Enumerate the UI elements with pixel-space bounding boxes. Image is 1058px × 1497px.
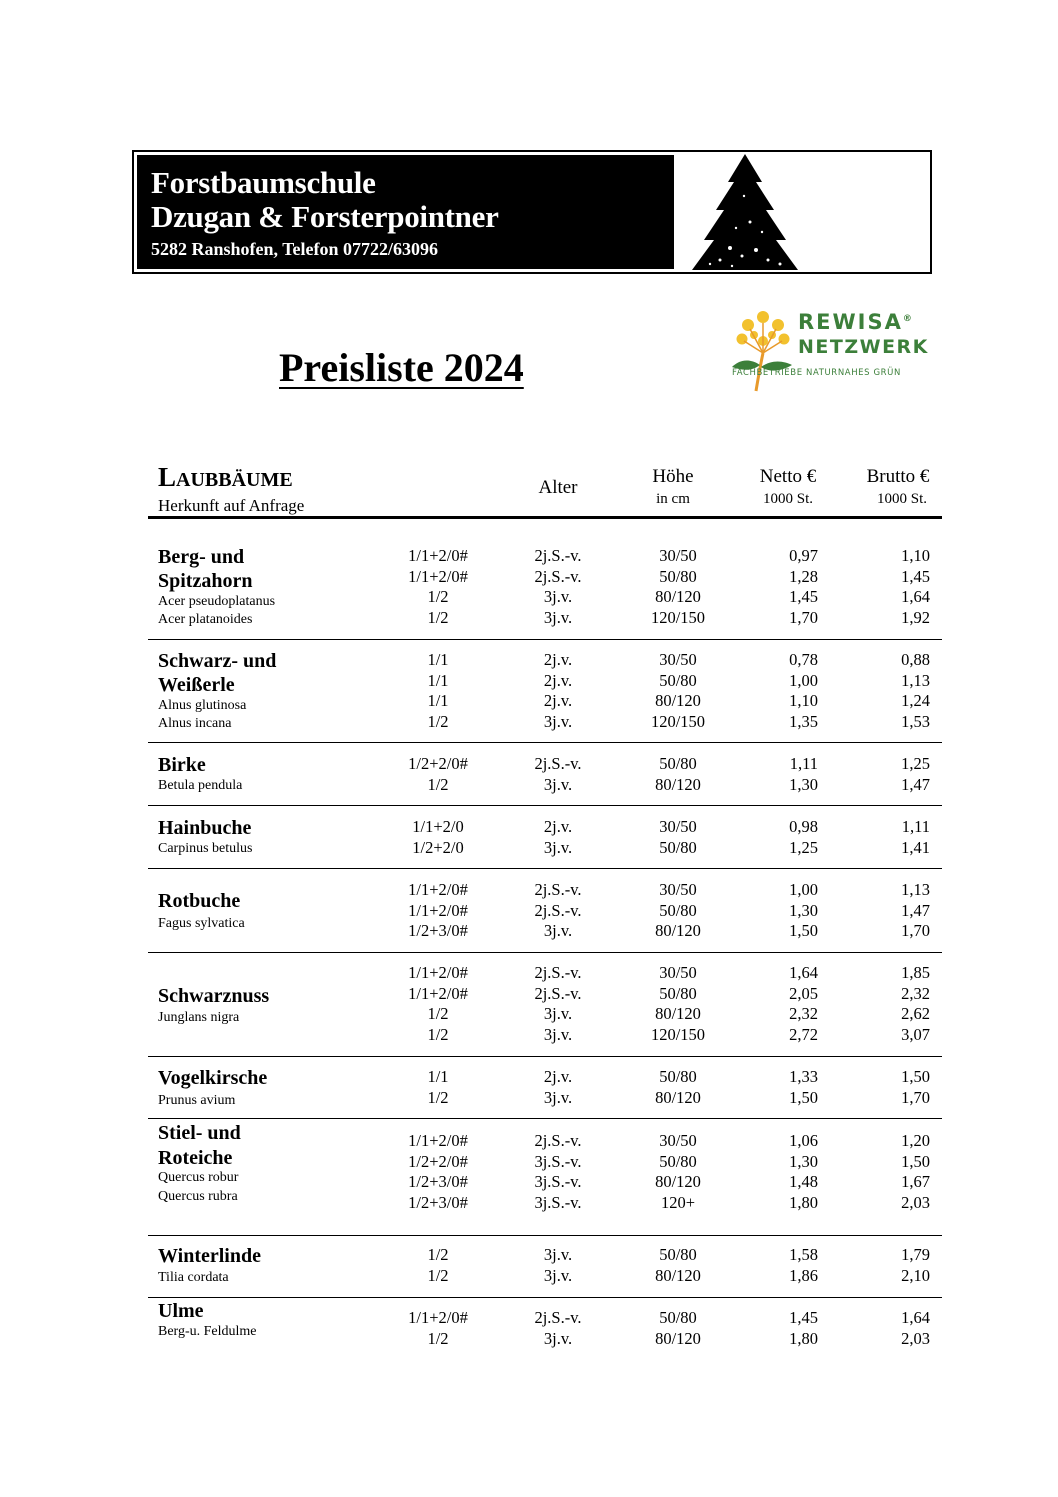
hoehe-cell: 50/80 xyxy=(659,900,697,920)
herkunft-code-cell: 1/2+3/0# xyxy=(408,1193,468,1213)
hoehe-cell: 80/120 xyxy=(655,587,701,607)
alter-cell: 2j.S.-v. xyxy=(534,880,582,899)
hoehe-cell: 80/120 xyxy=(655,691,701,711)
species-name: Vogelkirsche xyxy=(158,1067,268,1089)
alter-cell: 3j.v. xyxy=(543,712,573,732)
species-name: Schwarznuss xyxy=(158,985,270,1007)
herkunft-code-cell: 1/1 xyxy=(427,1067,449,1086)
group-divider xyxy=(148,1056,942,1057)
brutto-price-cell: 1,10 xyxy=(901,546,930,565)
hoehe-cell: 30/50 xyxy=(659,546,697,565)
herkunft-code-cell: 1/2 xyxy=(427,1087,449,1107)
latin-name: Carpinus betulus xyxy=(158,841,253,856)
netto-price-cell: 1,30 xyxy=(789,1151,818,1171)
hoehe-cell: 80/120 xyxy=(655,1004,701,1024)
alter-cell: 2j.v. xyxy=(543,670,573,690)
latin-name: Alnus glutinosa xyxy=(158,698,247,713)
netto-price-cell: 1,70 xyxy=(789,608,818,628)
group-divider xyxy=(148,952,942,953)
hoehe-cell: 30/50 xyxy=(659,817,697,836)
group-divider xyxy=(148,742,942,743)
latin-name: Berg-u. Feldulme xyxy=(158,1324,257,1339)
herkunft-code-cell: 1/2+3/0# xyxy=(408,1172,468,1192)
netto-price-cell: 1,58 xyxy=(789,1245,818,1264)
hoehe-cell: 30/50 xyxy=(659,1131,697,1150)
group-divider xyxy=(148,1118,942,1119)
alter-cell: 2j.S.-v. xyxy=(534,754,582,773)
netto-price-cell: 1,35 xyxy=(789,712,818,732)
hoehe-cell: 50/80 xyxy=(659,1067,697,1086)
header-divider xyxy=(148,516,942,519)
netto-price-cell: 1,00 xyxy=(789,880,818,899)
alter-cell: 2j.S.-v. xyxy=(534,1131,582,1150)
brutto-price-cell: 1,41 xyxy=(901,837,930,857)
section-subtitle: Herkunft auf Anfrage xyxy=(158,496,305,515)
group-divider xyxy=(148,639,942,640)
herkunft-code-cell: 1/1+2/0# xyxy=(408,566,468,586)
hoehe-cell: 50/80 xyxy=(659,837,697,857)
alter-cell: 2j.v. xyxy=(543,817,573,836)
hoehe-cell: 50/80 xyxy=(659,983,697,1003)
alter-cell: 3j.v. xyxy=(543,1328,573,1348)
brutto-price-cell: 2,32 xyxy=(901,983,930,1003)
brutto-price-cell: 0,88 xyxy=(901,650,930,669)
netto-price-cell: 1,11 xyxy=(789,754,818,773)
herkunft-code-cell: 1/1+2/0# xyxy=(408,983,468,1003)
netto-price-cell: 1,30 xyxy=(789,774,818,794)
group-divider xyxy=(148,868,942,869)
herkunft-code-cell: 1/2 xyxy=(427,1245,449,1264)
latin-name: Acer pseudoplatanus xyxy=(158,594,276,609)
alter-cell: 3j.v. xyxy=(543,1087,573,1107)
alter-cell: 3j.v. xyxy=(543,774,573,794)
species-name: Winterlinde xyxy=(158,1245,261,1267)
brutto-price-cell: 1,47 xyxy=(901,774,930,794)
netto-price-cell: 1,00 xyxy=(789,670,818,690)
group-divider xyxy=(148,1235,942,1236)
netto-price-cell: 1,80 xyxy=(789,1328,818,1348)
rewisa-logo xyxy=(730,305,930,395)
species-name: Rotbuche xyxy=(158,890,241,912)
brutto-price-cell: 3,07 xyxy=(901,1025,930,1045)
species-name: Schwarz- und xyxy=(158,650,277,672)
brutto-price-cell: 1,53 xyxy=(901,712,930,732)
herkunft-code-cell: 1/1+2/0 xyxy=(412,817,464,836)
alter-cell: 3j.S.-v. xyxy=(534,1151,582,1171)
alter-cell: 3j.v. xyxy=(543,1004,573,1024)
group-divider xyxy=(148,805,942,806)
netto-price-cell: 2,72 xyxy=(789,1025,818,1045)
alter-cell: 3j.v. xyxy=(543,837,573,857)
alter-cell: 2j.S.-v. xyxy=(534,1308,582,1327)
alter-cell: 3j.v. xyxy=(543,1265,573,1285)
netto-price-cell: 1,30 xyxy=(789,900,818,920)
brutto-price-cell: 1,64 xyxy=(901,587,930,607)
alter-cell: 3j.v. xyxy=(543,1245,573,1264)
alter-cell: 2j.S.-v. xyxy=(534,546,582,565)
species-name: Stiel- und xyxy=(158,1122,241,1144)
species-name: Roteiche xyxy=(158,1147,233,1169)
hoehe-cell: 50/80 xyxy=(659,566,697,586)
alter-cell: 3j.v. xyxy=(543,921,573,941)
brutto-price-cell: 2,03 xyxy=(901,1328,930,1348)
netto-price-cell: 1,25 xyxy=(789,837,818,857)
hoehe-cell: 80/120 xyxy=(655,774,701,794)
herkunft-code-cell: 1/2+3/0# xyxy=(408,921,468,941)
herkunft-code-cell: 1/2 xyxy=(427,587,449,607)
hoehe-cell: 120+ xyxy=(660,1193,696,1213)
hoehe-cell: 30/50 xyxy=(659,650,697,669)
netto-price-cell: 0,98 xyxy=(789,817,818,836)
netto-price-cell: 1,45 xyxy=(789,587,818,607)
netto-price-cell: 1,28 xyxy=(789,566,818,586)
herkunft-code-cell: 1/2+2/0# xyxy=(408,754,468,773)
netto-price-cell: 1,45 xyxy=(789,1308,818,1327)
section-heading: LAUBBÄUME xyxy=(158,462,293,492)
species-name: Birke xyxy=(158,754,206,776)
latin-name: Betula pendula xyxy=(158,778,243,793)
netto-price-cell: 1,50 xyxy=(789,1087,818,1107)
banner-black-panel xyxy=(137,155,674,269)
herkunft-code-cell: 1/1 xyxy=(427,670,449,690)
brutto-price-cell: 1,20 xyxy=(901,1131,930,1150)
herkunft-code-cell: 1/2 xyxy=(427,774,449,794)
page-title: Preisliste 2024 xyxy=(279,345,524,390)
company-address: 5282 Ranshofen, Telefon 07722/63096 xyxy=(151,239,439,259)
rewisa-brand: REWISA® xyxy=(798,310,912,334)
alter-cell: 2j.v. xyxy=(543,691,573,711)
brutto-price-cell: 1,64 xyxy=(901,1308,930,1327)
netto-price-cell: 1,80 xyxy=(789,1193,818,1213)
latin-name: Quercus rubra xyxy=(158,1189,238,1204)
company-name-line2: Dzugan & Forsterpointner xyxy=(151,199,499,234)
brutto-price-cell: 1,50 xyxy=(901,1067,930,1086)
company-banner xyxy=(132,150,932,274)
alter-cell: 3j.v. xyxy=(543,608,573,628)
hoehe-cell: 30/50 xyxy=(659,880,697,899)
netto-price-cell: 1,86 xyxy=(789,1265,818,1285)
latin-name: Fagus sylvatica xyxy=(158,916,245,931)
brutto-price-cell: 1,67 xyxy=(901,1172,930,1192)
brutto-price-cell: 1,47 xyxy=(901,900,930,920)
column-header-netto-unit: 1000 St. xyxy=(762,491,813,507)
latin-name: Quercus robur xyxy=(158,1170,239,1185)
alter-cell: 3j.v. xyxy=(543,587,573,607)
rewisa-slogan: FACHBETRIEBE NATURNAHES GRÜN xyxy=(732,368,901,378)
netto-price-cell: 1,06 xyxy=(789,1131,818,1150)
column-header-hoehe-unit: in cm xyxy=(656,491,690,507)
netto-price-cell: 1,33 xyxy=(789,1067,818,1086)
hoehe-cell: 50/80 xyxy=(659,670,697,690)
brutto-price-cell: 1,13 xyxy=(901,880,930,899)
netto-price-cell: 0,97 xyxy=(789,546,818,565)
flower-logo-icon xyxy=(730,305,796,395)
herkunft-code-cell: 1/2+2/0# xyxy=(408,1151,468,1171)
brutto-price-cell: 2,10 xyxy=(901,1265,930,1285)
brutto-price-cell: 1,24 xyxy=(901,691,930,711)
hoehe-cell: 50/80 xyxy=(659,754,697,773)
alter-cell: 3j.S.-v. xyxy=(534,1193,582,1213)
species-name: Weißerle xyxy=(158,674,235,696)
brutto-price-cell: 1,85 xyxy=(901,963,930,982)
hoehe-cell: 50/80 xyxy=(659,1245,697,1264)
herkunft-code-cell: 1/1+2/0# xyxy=(408,546,468,565)
brutto-price-cell: 2,03 xyxy=(901,1193,930,1213)
species-name: Ulme xyxy=(158,1300,204,1322)
brutto-price-cell: 1,70 xyxy=(901,1087,930,1107)
column-header-alter: Alter xyxy=(538,477,578,498)
herkunft-code-cell: 1/1+2/0# xyxy=(408,880,468,899)
herkunft-code-cell: 1/2 xyxy=(427,1265,449,1285)
hoehe-cell: 80/120 xyxy=(655,1328,701,1348)
netto-price-cell: 1,10 xyxy=(789,691,818,711)
brutto-price-cell: 2,62 xyxy=(901,1004,930,1024)
species-name: Berg- und xyxy=(158,546,245,568)
brutto-price-cell: 1,79 xyxy=(901,1245,930,1264)
column-header-brutto: Brutto € xyxy=(866,466,930,487)
latin-name: Acer platanoides xyxy=(158,612,253,627)
brutto-price-cell: 1,45 xyxy=(901,566,930,586)
hoehe-cell: 120/150 xyxy=(650,712,706,732)
hoehe-cell: 80/120 xyxy=(655,1172,701,1192)
herkunft-code-cell: 1/2 xyxy=(427,1328,449,1348)
rewisa-network: NETZWERK xyxy=(798,336,929,358)
brutto-price-cell: 1,50 xyxy=(901,1151,930,1171)
hoehe-cell: 50/80 xyxy=(659,1151,697,1171)
latin-name: Tilia cordata xyxy=(158,1270,229,1285)
conifer-tree-icon xyxy=(670,152,820,272)
company-name-line1: Forstbaumschule xyxy=(151,165,376,200)
latin-name: Prunus avium xyxy=(158,1093,236,1108)
hoehe-cell: 80/120 xyxy=(655,1265,701,1285)
hoehe-cell: 80/120 xyxy=(655,1087,701,1107)
brutto-price-cell: 1,25 xyxy=(901,754,930,773)
brutto-price-cell: 1,92 xyxy=(901,608,930,628)
herkunft-code-cell: 1/1 xyxy=(427,691,449,711)
species-name: Spitzahorn xyxy=(158,570,253,592)
brutto-price-cell: 1,11 xyxy=(901,817,930,836)
latin-name: Junglans nigra xyxy=(158,1010,240,1025)
alter-cell: 3j.S.-v. xyxy=(534,1172,582,1192)
hoehe-cell: 80/120 xyxy=(655,921,701,941)
herkunft-code-cell: 1/2 xyxy=(427,712,449,732)
hoehe-cell: 50/80 xyxy=(659,1308,697,1327)
alter-cell: 3j.v. xyxy=(543,1025,573,1045)
column-header-hoehe: Höhe xyxy=(652,466,694,487)
column-header-brutto-unit: 1000 St. xyxy=(876,491,927,507)
herkunft-code-cell: 1/1+2/0# xyxy=(408,1308,468,1327)
herkunft-code-cell: 1/1 xyxy=(427,650,449,669)
brutto-price-cell: 1,70 xyxy=(901,921,930,941)
group-divider xyxy=(148,1297,942,1298)
herkunft-code-cell: 1/2+2/0 xyxy=(412,837,464,857)
herkunft-code-cell: 1/1+2/0# xyxy=(408,963,468,982)
herkunft-code-cell: 1/1+2/0# xyxy=(408,900,468,920)
alter-cell: 2j.S.-v. xyxy=(534,963,582,982)
species-name: Hainbuche xyxy=(158,817,252,839)
netto-price-cell: 2,32 xyxy=(789,1004,818,1024)
herkunft-code-cell: 1/2 xyxy=(427,1004,449,1024)
alter-cell: 2j.S.-v. xyxy=(534,983,582,1003)
column-header-netto: Netto € xyxy=(759,466,817,487)
hoehe-cell: 120/150 xyxy=(650,608,706,628)
herkunft-code-cell: 1/2 xyxy=(427,608,449,628)
herkunft-code-cell: 1/1+2/0# xyxy=(408,1131,468,1150)
brutto-price-cell: 1,13 xyxy=(901,670,930,690)
netto-price-cell: 0,78 xyxy=(789,650,818,669)
alter-cell: 2j.v. xyxy=(543,1067,573,1086)
latin-name: Alnus incana xyxy=(158,716,232,731)
netto-price-cell: 1,64 xyxy=(789,963,818,982)
netto-price-cell: 1,50 xyxy=(789,921,818,941)
hoehe-cell: 120/150 xyxy=(650,1025,706,1045)
alter-cell: 2j.S.-v. xyxy=(534,900,582,920)
netto-price-cell: 2,05 xyxy=(789,983,818,1003)
hoehe-cell: 30/50 xyxy=(659,963,697,982)
netto-price-cell: 1,48 xyxy=(789,1172,818,1192)
alter-cell: 2j.S.-v. xyxy=(534,566,582,586)
alter-cell: 2j.v. xyxy=(543,650,573,669)
herkunft-code-cell: 1/2 xyxy=(427,1025,449,1045)
